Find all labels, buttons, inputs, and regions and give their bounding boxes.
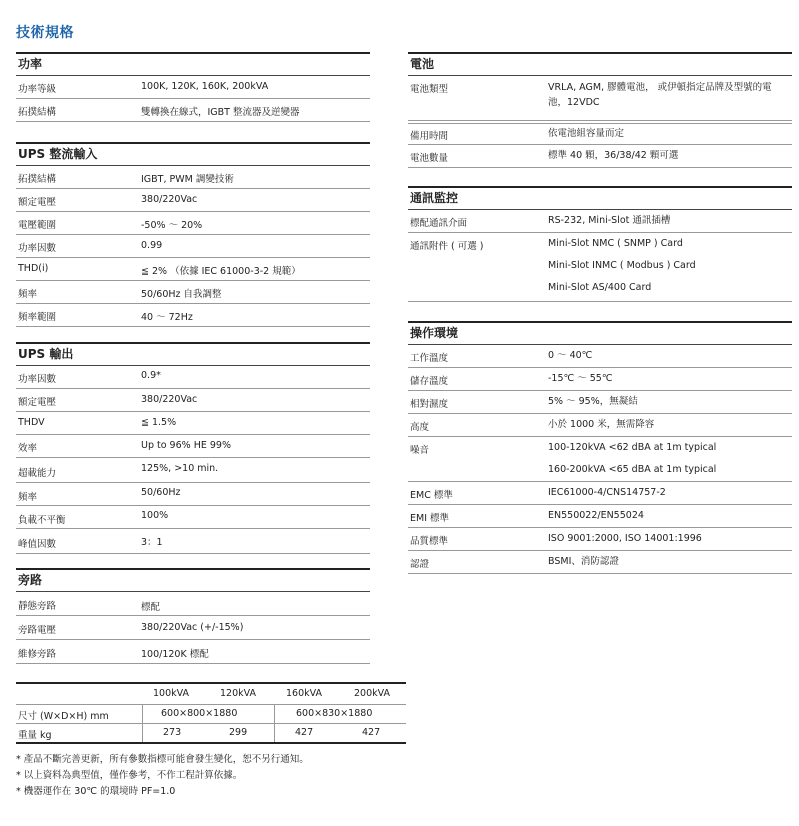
- spec-label: 頻率: [18, 492, 38, 503]
- spec-row: [16, 258, 370, 281]
- spec-value: VRLA, AGM, 膠體電池， 或伊頓指定品牌及型號的電池，12VDC: [548, 82, 772, 108]
- spec-row: [408, 123, 792, 145]
- spec-row: [408, 145, 792, 168]
- spec-label: 儲存溫度: [410, 376, 449, 387]
- spec-label: THD(i): [18, 263, 49, 274]
- spec-row: [408, 414, 792, 437]
- spec-row: [408, 233, 792, 255]
- spec-value: RS-232, Mini-Slot 通訊插槽: [548, 215, 671, 226]
- section-heading: 電池: [408, 52, 792, 76]
- power-section: [16, 52, 370, 122]
- table-cell: 273: [163, 727, 182, 738]
- spec-value: 100K, 120K, 160K, 200kVA: [141, 81, 269, 92]
- spec-value: 雙轉換在線式，IGBT 整流器及逆變器: [141, 107, 300, 118]
- table-row: [16, 705, 406, 724]
- spec-label: 電池數量: [410, 153, 449, 164]
- spec-value: 380/220Vac: [141, 194, 198, 205]
- spec-value: 標配: [141, 602, 161, 613]
- spec-row: [16, 389, 370, 412]
- spec-label: 靜態旁路: [18, 601, 57, 612]
- spec-label: 電池類型: [410, 84, 449, 95]
- spec-label: 噪音: [410, 445, 430, 456]
- spec-label: 功率因數: [18, 243, 57, 254]
- spec-label: 頻率: [18, 289, 38, 300]
- footnotes: [16, 752, 309, 800]
- spec-value: -50% ～ 20%: [141, 220, 203, 231]
- spec-value: 0 ～ 40℃: [548, 350, 593, 361]
- spec-value: Mini-Slot NMC ( SNMP ) Card: [548, 238, 683, 249]
- spec-value: Mini-Slot INMC ( Modbus ) Card: [548, 260, 696, 271]
- section-heading: 旁路: [16, 568, 370, 592]
- spec-row: [408, 255, 792, 277]
- spec-value: 50/60Hz: [141, 487, 181, 498]
- spec-label: 工作溫度: [410, 353, 449, 364]
- spec-value: IGBT, PWM 調變技術: [141, 174, 234, 185]
- battery-section: [408, 52, 792, 168]
- spec-value: 0.99: [141, 240, 163, 251]
- spec-row: [408, 277, 792, 302]
- spec-label: EMI 標準: [410, 513, 450, 524]
- spec-value: -15℃ ～ 55℃: [548, 373, 613, 384]
- spec-row: [408, 551, 792, 574]
- spec-row: [16, 212, 370, 235]
- spec-label: 維修旁路: [18, 649, 57, 660]
- spec-row: [408, 76, 792, 121]
- spec-row: [16, 189, 370, 212]
- spec-label: 超載能力: [18, 468, 57, 479]
- spec-value: ISO 9001:2000, ISO 14001:1996: [548, 533, 702, 544]
- spec-row: [16, 99, 370, 122]
- spec-row: [16, 412, 370, 435]
- spec-row: [408, 391, 792, 414]
- table-cell: 299: [229, 727, 248, 738]
- table-header-cell: 100kVA: [153, 688, 190, 699]
- input-section: [16, 142, 370, 327]
- spec-row: [16, 483, 370, 506]
- spec-row: [408, 210, 792, 233]
- spec-value: 小於 1000 米，無需降容: [548, 419, 655, 430]
- footnote: * 以上資料為典型值，僅作參考，不作工程計算依據。: [16, 770, 243, 781]
- spec-label: 品質標準: [410, 536, 449, 547]
- comm-section: [408, 186, 792, 302]
- spec-row: [16, 235, 370, 258]
- spec-value: 50/60Hz 自我調整: [141, 289, 222, 300]
- spec-value: 40 ～ 72Hz: [141, 312, 193, 323]
- spec-label: EMC 標準: [410, 490, 453, 501]
- spec-value: 100%: [141, 510, 169, 521]
- spec-value: ≦ 1.5%: [141, 417, 177, 428]
- spec-value: BSMI、消防認證: [548, 556, 619, 567]
- spec-row: [16, 592, 370, 616]
- size-weight-table: [16, 682, 406, 744]
- spec-row: [16, 640, 370, 664]
- spec-label: 通訊附件 ( 可選 ): [410, 241, 484, 252]
- spec-value: 標準 40 顆，36/38/42 顆可選: [548, 150, 679, 161]
- page-title: 技術規格: [16, 25, 74, 41]
- spec-label: 電壓範圍: [18, 220, 57, 231]
- spec-value: 160-200kVA <65 dBA at 1m typical: [548, 464, 717, 475]
- section-heading: 通訊監控: [408, 186, 792, 210]
- spec-row: [408, 437, 792, 459]
- spec-row: [16, 166, 370, 189]
- spec-value: Mini-Slot AS/400 Card: [548, 282, 652, 293]
- table-cell: 600×800×1880: [161, 708, 238, 719]
- spec-value: ≦ 2% （依據 IEC 61000-3-2 規範）: [141, 266, 301, 277]
- spec-label: 負載不平衡: [18, 515, 66, 526]
- spec-row: [408, 528, 792, 551]
- table-header-cell: 200kVA: [354, 688, 391, 699]
- spec-value: Up to 96% HE 99%: [141, 440, 231, 451]
- table-header-row: [16, 684, 406, 705]
- spec-label: 拓撲結構: [18, 174, 57, 185]
- table-cell: 600×830×1880: [296, 708, 373, 719]
- footnote: * 產品不斷完善更新，所有參數指標可能會發生變化，恕不另行通知。: [16, 754, 309, 765]
- spec-label: 效率: [18, 443, 38, 454]
- spec-row: [16, 616, 370, 640]
- spec-value: 125%, >10 min.: [141, 463, 219, 474]
- table-cell: 427: [295, 727, 314, 738]
- spec-label: THDV: [18, 417, 45, 428]
- footnote: * 機器運作在 30℃ 的環境時 PF=1.0: [16, 786, 176, 797]
- environment-section: [408, 321, 792, 574]
- spec-label: 頻率範圍: [18, 312, 57, 323]
- spec-row: [408, 345, 792, 368]
- spec-row: [16, 76, 370, 99]
- spec-label: 峰值因數: [18, 539, 57, 550]
- row-label: 尺寸 (W×D×H) mm: [18, 711, 109, 722]
- spec-label: 備用時間: [410, 131, 449, 142]
- spec-label: 功率等級: [18, 84, 57, 95]
- section-heading: UPS 輸出: [16, 342, 370, 366]
- table-row: [16, 724, 406, 744]
- spec-row: [16, 529, 370, 554]
- spec-label: 旁路電壓: [18, 625, 57, 636]
- spec-value: IEC61000-4/CNS14757-2: [548, 487, 666, 498]
- spec-label: 額定電壓: [18, 197, 57, 208]
- spec-value: 380/220Vac (+/-15%): [141, 622, 244, 633]
- spec-value: 5% ～ 95%，無凝結: [548, 396, 638, 407]
- spec-label: 認證: [410, 559, 430, 570]
- spec-value: EN550022/EN55024: [548, 510, 644, 521]
- spec-label: 拓撲結構: [18, 107, 57, 118]
- spec-row: [408, 482, 792, 505]
- table-cell: 427: [362, 727, 381, 738]
- spec-value: 100-120kVA <62 dBA at 1m typical: [548, 442, 717, 453]
- spec-label: 功率因數: [18, 374, 57, 385]
- bypass-section: [16, 568, 370, 664]
- spec-row: [16, 366, 370, 389]
- spec-row: [16, 281, 370, 304]
- output-section: [16, 342, 370, 554]
- spec-label: 標配通訊介面: [410, 218, 468, 229]
- spec-label: 相對濕度: [410, 399, 449, 410]
- spec-row: [16, 435, 370, 458]
- spec-value: 0.9*: [141, 370, 161, 381]
- spec-value: 依電池組容量而定: [548, 128, 625, 139]
- spec-row: [16, 458, 370, 483]
- section-heading: UPS 整流輸入: [16, 142, 370, 166]
- table-header-cell: 120kVA: [220, 688, 257, 699]
- section-heading: 功率: [16, 52, 370, 76]
- spec-row: [16, 506, 370, 529]
- spec-row: [408, 368, 792, 391]
- spec-row: [408, 459, 792, 482]
- row-label: 重量 kg: [18, 730, 52, 741]
- spec-value: 100/120K 標配: [141, 649, 209, 660]
- spec-row: [16, 304, 370, 327]
- spec-label: 額定電壓: [18, 397, 57, 408]
- spec-value: 3：1: [141, 537, 163, 548]
- section-heading: 操作環境: [408, 321, 792, 345]
- spec-value: 380/220Vac: [141, 394, 198, 405]
- spec-label: 高度: [410, 422, 430, 433]
- spec-row: [408, 505, 792, 528]
- table-header-cell: 160kVA: [286, 688, 323, 699]
